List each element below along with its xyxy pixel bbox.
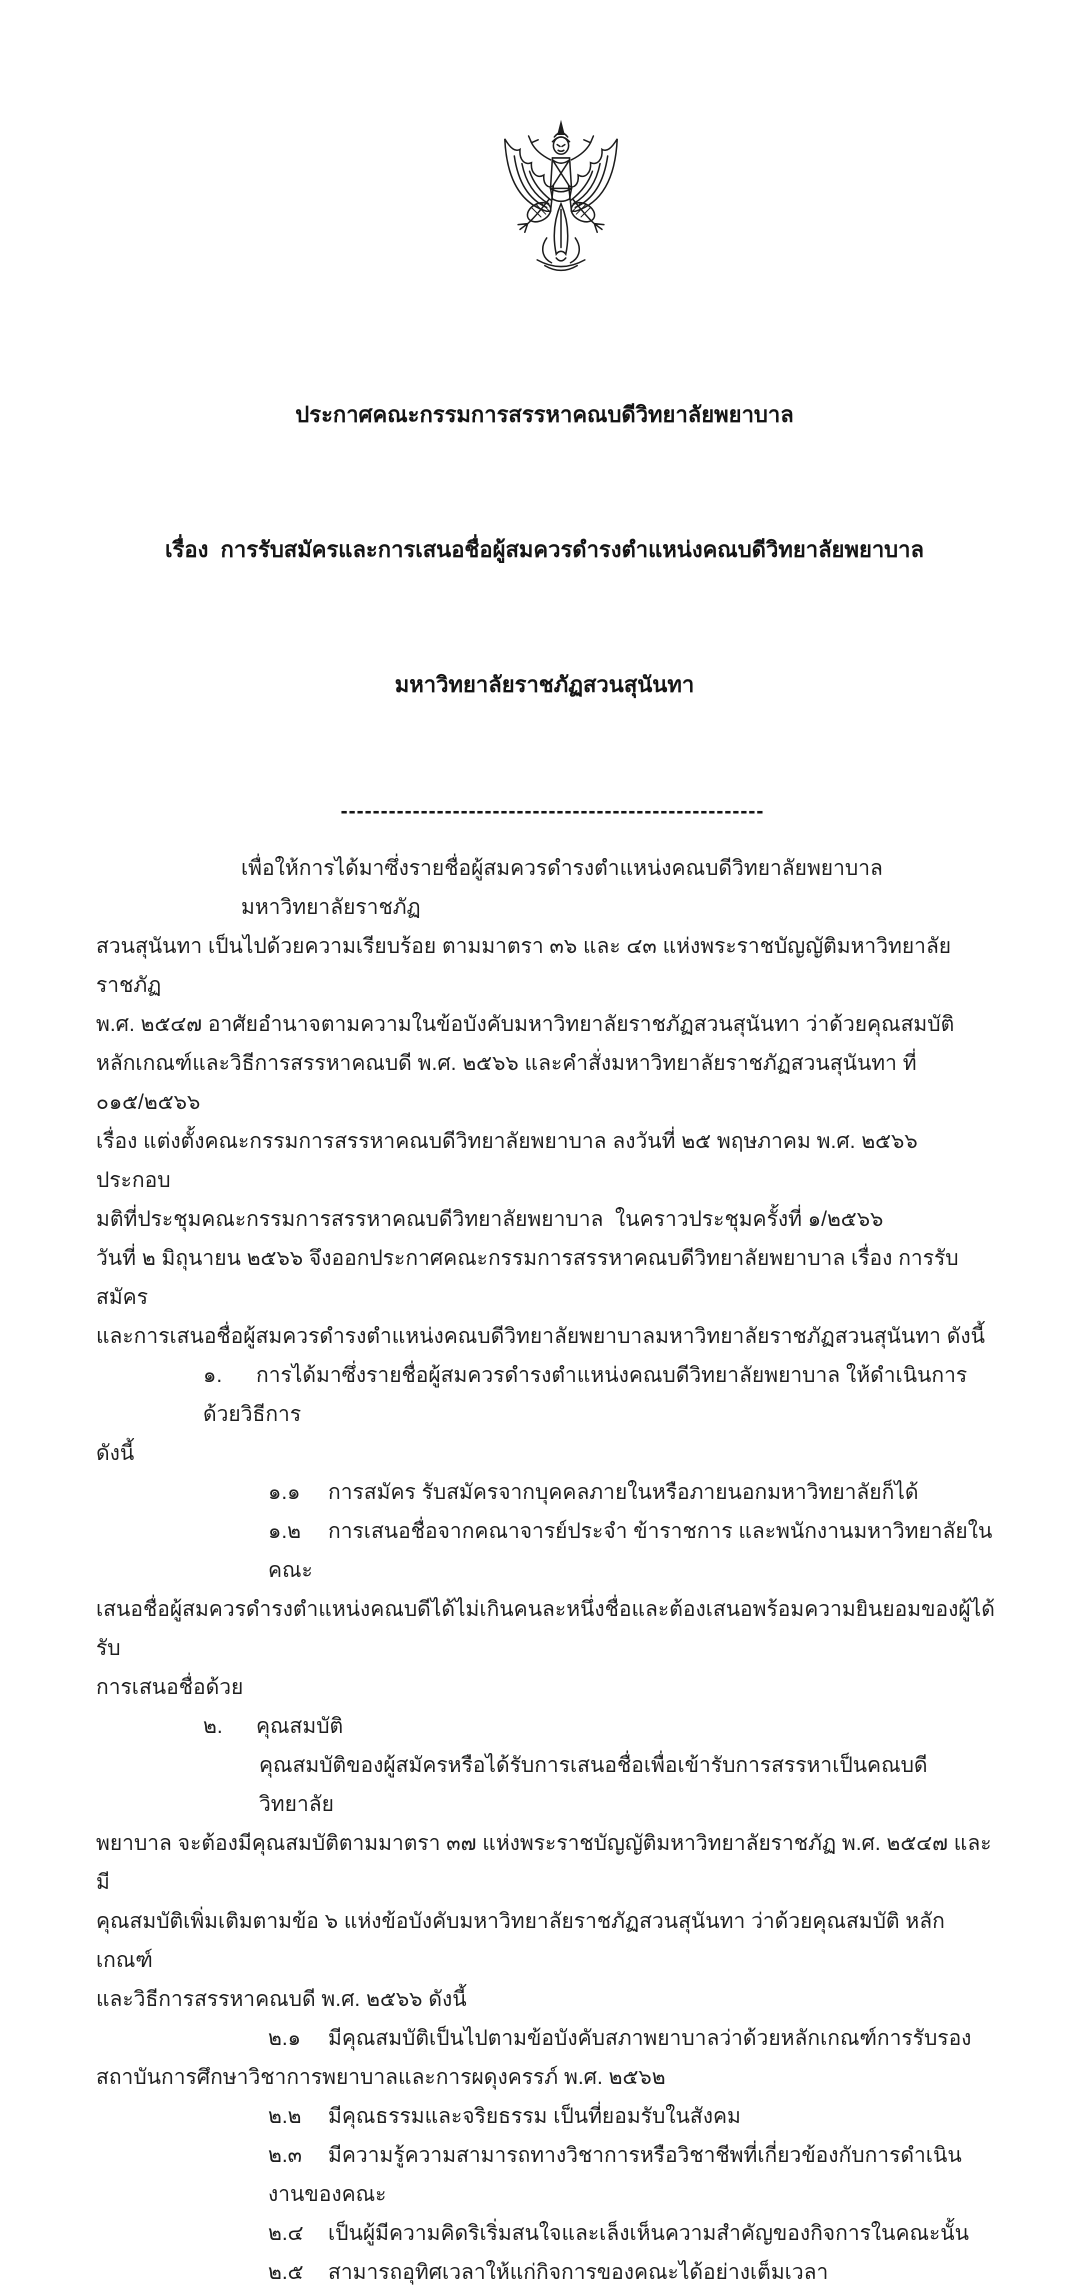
- body-line: และการเสนอชื่อผู้สมควรดำรงตำแหน่งคณบดีวิทยาลัยพยาบาลมหาวิทยาลัยราชภัฏสวนสุนันทา ดังนี้: [96, 1325, 985, 1348]
- list-item-number: ๑.: [203, 1364, 223, 1387]
- list-item-text: มีคุณสมบัติเป็นไปตามข้อบังคับสภาพยาบาลว่าด้วยหลักเกณฑ์การรับรอง: [328, 2027, 972, 2050]
- list-item-text: มีความรู้ความสามารถทางวิชาการหรือวิชาชีพที่เกี่ยวข้องกับการดำเนินงานของคณะ: [268, 2144, 962, 2206]
- announcement-body: [96, 849, 998, 2292]
- body-line: เพื่อให้การได้มาซึ่งรายชื่อผู้สมควรดำรงตำแหน่งคณบดีวิทยาลัยพยาบาล มหาวิทยาลัยราชภัฏ: [241, 857, 889, 919]
- list-item-text: สามารถอุทิศเวลาให้แก่กิจการของคณะได้อย่างเต็มเวลา: [328, 2261, 829, 2284]
- body-line: สวนสุนันทา เป็นไปด้วยความเรียบร้อย ตามมาตรา ๓๖ และ ๔๓ แห่งพระราชบัญญัติมหาวิทยาลัยราชภัฏ: [96, 935, 952, 997]
- list-item-text: คุณสมบัติ: [256, 1715, 344, 1738]
- list-item-1-2: [96, 1512, 998, 1590]
- body-line: สถาบันการศึกษาวิชาการพยาบาลและการผดุงครรภ์ พ.ศ. ๒๕๖๒: [96, 2066, 666, 2089]
- list-item-number: ๒.๔: [268, 2222, 304, 2245]
- list-item-text: การได้มาซึ่งรายชื่อผู้สมควรดำรงตำแหน่งคณบดีวิทยาลัยพยาบาล ให้ดำเนินการด้วยวิธีการ: [203, 1364, 968, 1426]
- list-item-text: การเสนอชื่อจากคณาจารย์ประจำ ข้าราชการ และพนักงานมหาวิทยาลัยในคณะ: [268, 1520, 993, 1582]
- list-item-text: การสมัคร รับสมัครจากบุคคลภายในหรือภายนอกมหาวิทยาลัยก็ได้: [328, 1481, 919, 1504]
- garuda-emblem-icon: [486, 116, 636, 278]
- body-line: คุณสมบัติเพิ่มเติมตามข้อ ๖ แห่งข้อบังคับมหาวิทยาลัยราชภัฏสวนสุนันทา ว่าด้วยคุณสมบัติ หลักเกณฑ์: [96, 1910, 945, 1972]
- body-line: การเสนอชื่อด้วย: [96, 1676, 244, 1699]
- list-item-number: ๒.๑: [268, 2027, 302, 2050]
- announcement-title-block: [6, 302, 1083, 797]
- list-item-text: มีคุณธรรมและจริยธรรม เป็นที่ยอมรับในสังคม: [328, 2105, 741, 2128]
- body-line: หลักเกณฑ์และวิธีการสรรหาคณบดี พ.ศ. ๒๕๖๖ และคำสั่งมหาวิทยาลัยราชภัฏสวนสุนันทา ที่ ๐๑๕/๒๕๖๖: [96, 1052, 923, 1114]
- list-item-2-3: [96, 2136, 998, 2214]
- document-page: [6, 116, 1083, 2284]
- body-line: เรื่อง แต่งตั้งคณะกรรมการสรรหาคณบดีวิทยาลัยพยาบาล ลงวันที่ ๒๕ พฤษภาคม พ.ศ. ๒๕๖๖ ประกอบ: [96, 1130, 924, 1192]
- list-item-number: ๒.๕: [268, 2261, 304, 2284]
- list-item-number: ๒.๓: [268, 2144, 303, 2167]
- list-item-2-2: [96, 2097, 998, 2136]
- dashed-divider: -----------------------------------------------------: [340, 800, 765, 823]
- body-line: เสนอชื่อผู้สมควรดำรงตำแหน่งคณบดีได้ไม่เกินคนละหนึ่งชื่อและต้องเสนอพร้อมความยินยอมของผู้ได้รับ: [96, 1598, 995, 1660]
- list-item-text: เป็นผู้มีความคิดริเริ่มสนใจและเล็งเห็นความสำคัญของกิจการในคณะนั้น: [328, 2222, 970, 2245]
- list-item-2-5: [96, 2253, 998, 2292]
- body-line: พยาบาล จะต้องมีคุณสมบัติตามมาตรา ๓๗ แห่งพระราชบัญญัติมหาวิทยาลัยราชภัฏ พ.ศ. ๒๕๔๗ และมี: [96, 1832, 992, 1894]
- body-line: คุณสมบัติของผู้สมัครหรือได้รับการเสนอชื่อเพื่อเข้ารับการสรรหาเป็นคณบดีวิทยาลัย: [259, 1754, 928, 1816]
- list-item-number: ๑.๒: [268, 1520, 302, 1543]
- list-item-number: ๒.: [203, 1715, 223, 1738]
- list-item-2: [96, 1707, 998, 1746]
- list-item-1: [96, 1356, 998, 1434]
- body-line: มติที่ประชุมคณะกรรมการสรรหาคณบดีวิทยาลัยพยาบาล ในคราวประชุมครั้งที่ ๑/๒๕๖๖: [96, 1208, 884, 1231]
- body-line: วันที่ ๒ มิถุนายน ๒๕๖๖ จึงออกประกาศคณะกรรมการสรรหาคณบดีวิทยาลัยพยาบาล เรื่อง การรับสมัคร: [96, 1247, 959, 1309]
- list-item-2-1: [96, 2019, 998, 2058]
- list-item-number: ๒.๒: [268, 2105, 302, 2128]
- announcement-title-line-3: มหาวิทยาลัยราชภัฏสวนสุนันทา: [394, 672, 695, 697]
- body-line: พ.ศ. ๒๕๔๗ อาศัยอำนาจตามความในข้อบังคับมหาวิทยาลัยราชภัฏสวนสุนันทา ว่าด้วยคุณสมบัติ: [96, 1013, 955, 1036]
- body-line: ดังนี้: [96, 1442, 135, 1465]
- list-item-1-1: [96, 1473, 998, 1512]
- list-item-2-4: [96, 2214, 998, 2253]
- list-item-number: ๑.๑: [268, 1481, 301, 1504]
- announcement-title-line-1: ประกาศคณะกรรมการสรรหาคณบดีวิทยาลัยพยาบาล: [295, 402, 794, 427]
- body-line: และวิธีการสรรหาคณบดี พ.ศ. ๒๕๖๖ ดังนี้: [96, 1988, 467, 2011]
- announcement-title-line-2: เรื่อง การรับสมัครและการเสนอชื่อผู้สมควรดำรงตำแหน่งคณบดีวิทยาลัยพยาบาล: [165, 537, 924, 562]
